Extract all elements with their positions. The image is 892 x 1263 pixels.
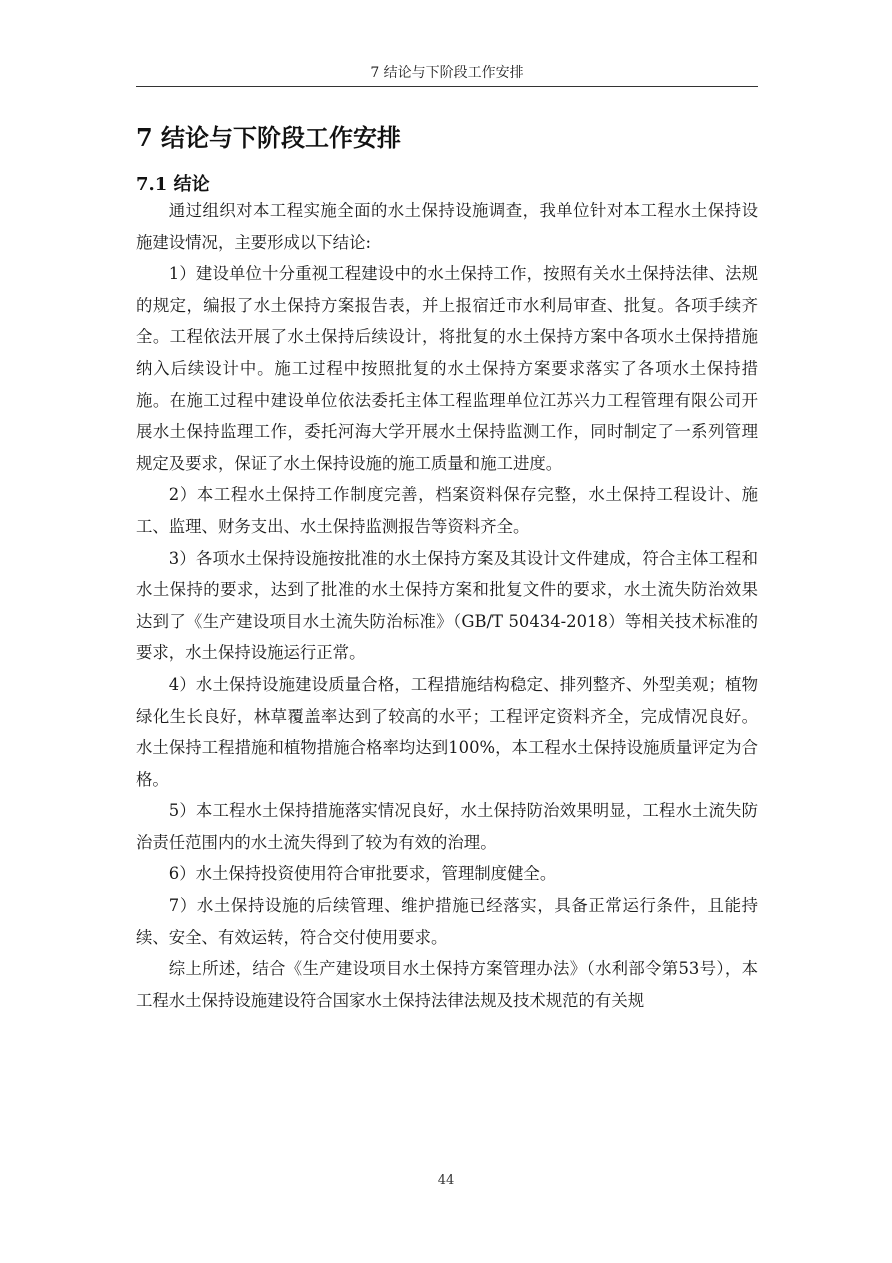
chapter-title: 7 结论与下阶段工作安排 xyxy=(136,123,402,152)
paragraph-conclusion-2: 2）本工程水土保持工作制度完善，档案资料保存完整，水土保持工程设计、施工、监理、财务支出、水土保持监测报告等资料齐全。 xyxy=(136,485,758,536)
paragraph-conclusion-7: 7）水土保持设施的后续管理、维护措施已经落实，具备正常运行条件，且能持续、安全、有效运转，符合交付使用要求。 xyxy=(136,896,758,947)
section-title: 7.1 结论 xyxy=(136,174,210,195)
paragraph-conclusion-1: 1）建设单位十分重视工程建设中的水土保持工作，按照有关水土保持法律、法规的规定，编报了水土保持方案报告表，并上报宿迁市水利局审查、批复。各项手续齐全。工程依法开展了水土保持后续设计，将批复的水土保持方案中各项水土保持措施纳入后续设计中。施工过程中按照批复的水土保持方案要求落实了各项水土保持措施。在施工过程中建设单位依法委托主体工程监理单位江苏兴力工程管理有限公司开展水土保持监理工作，委托河海大学开展水土保持监测工作，同时制定了一系列管理规定及要求，保证了水土保持设施的施工质量和施工进度。 xyxy=(136,264,758,473)
paragraph-conclusion-3: 3）各项水土保持设施按批准的水土保持方案及其设计文件建成，符合主体工程和水土保持的要求，达到了批准的水土保持方案和批复文件的要求，水土流失防治效果达到了《生产建设项目水土流失防治标准》（GB/T 50434-2018）等相关技术标准的要求，水土保持设施运行正常。 xyxy=(136,548,758,663)
paragraph-summary: 综上所述，结合《生产建设项目水土保持方案管理办法》（水利部令第53号），本工程水土保持设施建设符合国家水土保持法律法规及技术规范的有关规 xyxy=(136,959,758,1010)
paragraph-conclusion-6: 6）水土保持投资使用符合审批要求，管理制度健全。 xyxy=(168,864,557,884)
body-text xyxy=(136,195,758,1016)
paragraph-conclusion-5: 5）本工程水土保持措施落实情况良好，水土保持防治效果明显，工程水土流失防治责任范围内的水土流失得到了较为有效的治理。 xyxy=(136,801,758,852)
paragraph-intro: 通过组织对本工程实施全面的水土保持设施调查，我单位针对本工程水土保持设施建设情况，主要形成以下结论: xyxy=(136,201,758,252)
running-header: 7 结论与下阶段工作安排 xyxy=(370,65,524,81)
paragraph-conclusion-4: 4）水土保持设施建设质量合格，工程措施结构稳定、排列整齐、外型美观；植物绿化生长良好，林草覆盖率达到了较高的水平；工程评定资料齐全，完成情况良好。水土保持工程措施和植物措施合格率均达到100%，本工程水土保持设施质量评定为合格。 xyxy=(136,674,758,789)
header-rule xyxy=(136,86,758,87)
page-number: 44 xyxy=(437,1173,455,1188)
